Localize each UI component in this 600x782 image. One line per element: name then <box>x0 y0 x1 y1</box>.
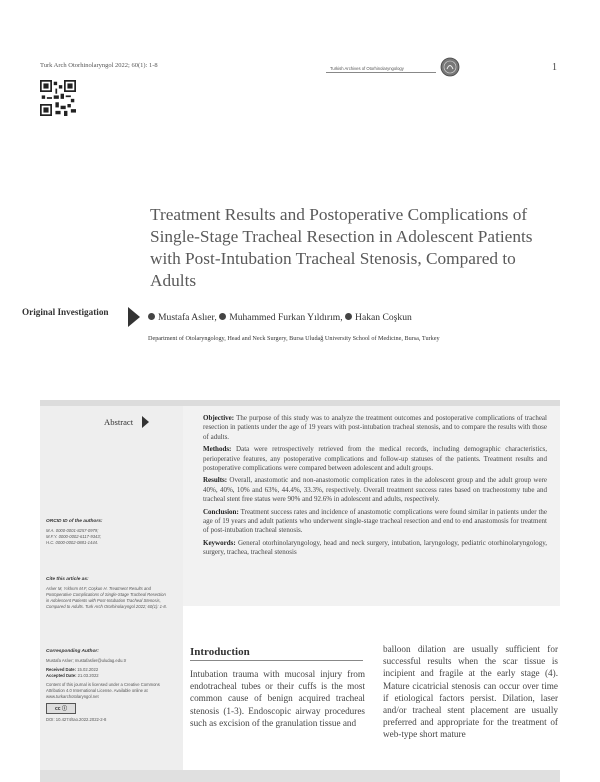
doi-text[interactable]: DOI: 10.4274/tao.2022.2022-2-8 <box>46 717 107 722</box>
orcid-entry: H.C. 0000-0002-0881-1444. <box>46 540 99 545</box>
arrow-right-icon <box>128 307 140 327</box>
received-date: Received Date: 15.02.2022 <box>46 667 99 672</box>
article-type-label: Original Investigation <box>22 307 109 317</box>
section-rule <box>190 660 363 661</box>
author-name[interactable]: Mustafa Aslıer, <box>158 312 217 323</box>
correspondence-block <box>46 649 168 723</box>
footer-band <box>40 770 560 782</box>
author-name[interactable]: Hakan Coşkun <box>355 312 412 323</box>
body-column-2: balloon dilation are usually sufficient for successful results when the scar tissue is incipient and fragile at the early stage (4). Mature cicatricial stenosis can occur over time if etiological factors persist. Dilation, laser and/or tracheal stent placement are usually preferred and appropriate for the treatment of web-type short mature <box>383 644 558 740</box>
section-heading-introduction: Introduction <box>190 646 250 658</box>
orcid-block <box>46 519 168 546</box>
cite-block <box>46 577 168 610</box>
abstract-results: Results: Overall, anastomotic and non-anastomotic complication rates in the adolescent group and the adult group were 40%, 40%, 10% and 63%, 44.4%, 33.3%, respectively. Overall treatment success rates based on tracheostomy tube and tracheal stent free status were 90% and 92.6% in adolescent and adults, respectively. <box>203 476 548 504</box>
header-rule <box>326 72 436 73</box>
abstract-methods: Methods: Data were retrospectively retrieved from the medical records, including demographic characteristics, perioperative features, any postoperative complications and follow-up statuses of the patients. Treatment results and postoperative complications were compared between adolescent and adult groups. <box>203 445 548 473</box>
abstract-conclusion: Conclusion: Treatment success rates and incidence of anastomotic complications were found similar in patients under the age of 19 years and adult patients who underwent single-stage tracheal resection and end to end anastomosis for treatment of post-intubation tracheal stenosis. <box>203 507 548 535</box>
orcid-icon <box>219 313 226 320</box>
journal-logo-icon <box>440 57 460 77</box>
body-column-1: Intubation trauma with mucosal injury from endotracheal tubes or their cuffs is the most common cause of benign acquired tracheal stenosis (1-3). Endoscopic airway procedures such as excision of the granulation tissue and <box>190 669 365 728</box>
corresponding-author[interactable]: Mustafa Aslıer; mustafaslier@uludag.edu.tr <box>46 658 127 663</box>
orcid-entry: M.A. 0000-0001-8257-0979; <box>46 528 99 533</box>
abstract-body <box>203 414 547 561</box>
orcid-icon <box>148 313 155 320</box>
license-text: Content of this journal is licensed under a Creative Commons Attribution 4.0 International License. Available online at www.turkarchotolaryngol.net <box>46 682 160 699</box>
orcid-title: ORCID ID of the authors: <box>46 519 103 524</box>
author-affiliation: Department of Otolaryngology, Head and Neck Surgery, Bursa Uludağ University School of Medicine, Bursa, Turkey <box>148 335 440 342</box>
corresponding-title: Corresponding Author: <box>46 649 99 654</box>
page-number: 1 <box>552 62 557 73</box>
orcid-entry: M.F.Y. 0000-0002-6117-9343; <box>46 534 101 539</box>
journal-name: Turkish Archives of Otorhinolaryngology <box>330 66 404 71</box>
journal-citation: Turk Arch Otorhinolaryngol 2022; 60(1): 1-8 <box>40 62 158 69</box>
arrow-right-icon <box>142 416 149 428</box>
author-name[interactable]: Muhammed Furkan Yıldırım, <box>229 312 343 323</box>
cite-title: Cite this article as: <box>46 577 89 582</box>
qr-code-icon <box>40 80 76 116</box>
author-list <box>148 312 412 323</box>
cite-text: Aslıer M, Yıldırım M.F, Coşkun H. Treatment Results and Postoperative Complications of Single-Stage Tracheal Resection in Adolescent Patients with Post-Intubation Tracheal Stenosis, Compared to Adults. Turk Arch Otorhinolaryngol 2022; 60(1): 1-8. <box>46 586 167 609</box>
abstract-label: Abstract <box>104 417 134 427</box>
creative-commons-icon: cc ⓘ <box>46 703 76 714</box>
article-title: Treatment Results and Postoperative Complications of Single-Stage Tracheal Resection in Adolescent Patients with Post-Intubation Tracheal Stenosis, Compared to Adults <box>150 205 533 290</box>
orcid-icon <box>345 313 352 320</box>
abstract-objective: Objective: The purpose of this study was to analyze the treatment outcomes and postoperative complications of tracheal resection in patients under the age of 19 years with post-intubation tracheal stenosis, and to compare the results with those of adults. <box>203 414 547 441</box>
accepted-date: Accepted Date: 21.03.2022 <box>46 673 99 678</box>
abstract-keywords: Keywords: General otorhinolaryngology, head and neck surgery, intubation, laryngology, pediatric otorhinolaryngology, surgery, trachea, tracheal stenosis <box>203 538 547 557</box>
